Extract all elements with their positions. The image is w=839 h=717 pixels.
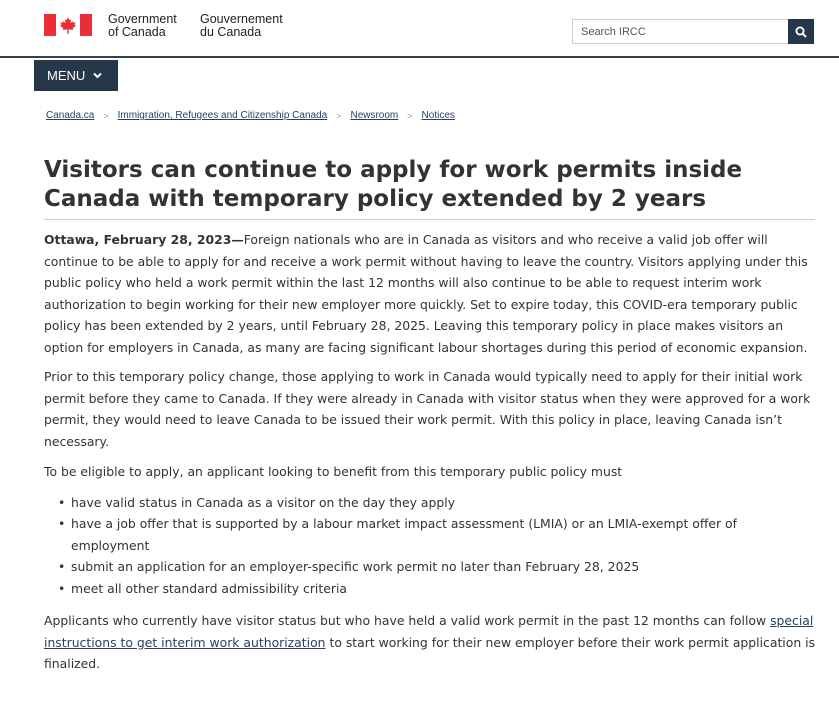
signature-english <box>108 13 177 39</box>
signature-fr-line2: du Canada <box>200 25 262 39</box>
flag-red-bar-right <box>80 14 92 36</box>
article-paragraph-2: Prior to this temporary policy change, those applying to work in Canada would typically need to apply for their initial work permit before they came to Canada. If they were already in Canada with visitor status when they were approved for a work permit, they would need to leave Canada to be issued their work permit. With this policy in place, leaving Canada isn’t necessary. <box>44 369 811 449</box>
article-body <box>44 229 819 684</box>
article-paragraph-4 <box>44 610 819 675</box>
maple-leaf-icon <box>60 17 76 34</box>
article-paragraph-3: To be eligible to apply, an applicant looking to benefit from this temporary public policy must <box>44 464 623 479</box>
flag-white-center <box>56 14 80 36</box>
flag-red-bar-left <box>44 14 56 36</box>
list-item: • have a job offer that is supported by a labour market impact assessment (LMIA) or an LMIA-exempt offer of employment <box>44 513 819 556</box>
breadcrumb <box>46 110 455 121</box>
signature-en-line2: of Canada <box>108 25 166 39</box>
list-item: • submit an application for an employer-specific work permit no later than February 28, 2025 <box>44 556 819 578</box>
breadcrumb-separator: > <box>103 110 109 121</box>
page-title: Visitors can continue to apply for work permits inside Canada with temporary policy extended by 2 years <box>44 157 743 212</box>
chevron-down-icon <box>93 72 102 79</box>
search-input[interactable]: Search IRCC <box>572 19 788 44</box>
breadcrumb-link-notices[interactable]: Notices <box>421 110 455 121</box>
breadcrumb-link-newsroom[interactable]: Newsroom <box>350 110 399 121</box>
paragraph-4-after: to start working for their new employer before their work permit application is finalized. <box>44 634 816 671</box>
site-header <box>0 0 839 58</box>
breadcrumb-separator: > <box>407 110 413 121</box>
search-button[interactable] <box>788 19 814 44</box>
list-item: • have valid status in Canada as a visitor on the day they apply <box>44 492 819 514</box>
dateline: Ottawa, February 28, 2023— <box>44 232 244 247</box>
paragraph-4-before: Applicants who currently have visitor status but who have held a valid work permit in the past 12 months can follow <box>44 613 771 628</box>
paragraph-1-text: Foreign nationals who are in Canada as visitors and who receive a valid job offer will continue to be able to apply for and receive a work permit without having to leave the country. Visitors applying under this public policy who held a work permit within the last 12 months will also continue to be able to request interim work authorization to begin working for their new employer more quickly. Set to expire today, this COVID-era temporary public policy has been extended by 2 years, until February 28, 2025. Leaving this temporary policy in place makes visitors an option for employers in Canada, as many are facing significant labour shortages during this period of economic expansion. <box>44 232 808 355</box>
signature-fr-line1: Gouvernement <box>200 12 283 26</box>
list-item: • meet all other standard admissibility criteria <box>44 578 819 600</box>
search-icon <box>795 26 807 38</box>
breadcrumb-link-ircc[interactable]: Immigration, Refugees and Citizenship Canada <box>117 110 328 121</box>
canada-flag-logo[interactable] <box>44 14 92 36</box>
interim-work-authorization-link[interactable]: special instructions to get interim work authorization <box>44 613 814 650</box>
menu-button[interactable] <box>34 60 118 91</box>
signature-french <box>200 13 283 39</box>
article-paragraph-1 <box>44 229 819 358</box>
breadcrumb-link-canada[interactable]: Canada.ca <box>46 110 95 121</box>
eligibility-list <box>44 492 819 600</box>
breadcrumb-separator: > <box>336 110 342 121</box>
menu-label: MENU <box>47 68 86 83</box>
title-divider <box>44 219 815 220</box>
signature-en-line1: Government <box>108 12 177 26</box>
